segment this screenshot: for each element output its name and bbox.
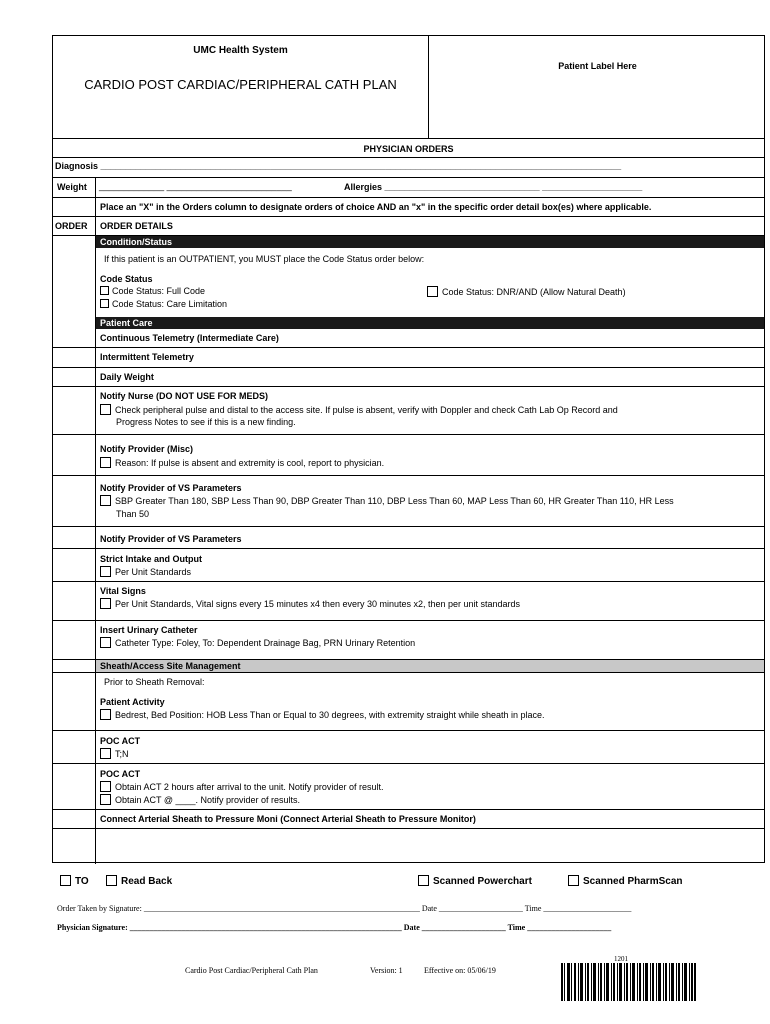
checkbox[interactable] — [100, 781, 111, 792]
connect-sheath: Connect Arterial Sheath to Pressure Moni (Connect Arterial Sheath to Pressure Monitor) — [100, 814, 476, 824]
physician-signature[interactable]: Physician Signature: ____________________________________________________________________ Date _____________________ Time _____________________ — [57, 923, 612, 932]
checkbox[interactable] — [60, 875, 71, 886]
notify-nurse-title: Notify Nurse (DO NOT USE FOR MEDS) — [100, 391, 269, 401]
vs-params-title-2: Notify Provider of VS Parameters — [100, 534, 242, 544]
barcode-number: 1201 — [614, 955, 628, 963]
continuous-telemetry: Continuous Telemetry (Intermediate Care) — [100, 333, 279, 343]
order-form — [52, 35, 765, 863]
org-name: UMC Health System — [193, 45, 288, 56]
code-full-option[interactable]: Code Status: Full Code — [100, 286, 205, 296]
poc-act2-option-1[interactable]: Obtain ACT 2 hours after arrival to the unit. Notify provider of result. — [100, 781, 383, 792]
vital-signs-title: Vital Signs — [100, 586, 146, 596]
checkbox[interactable] — [427, 286, 438, 297]
plan-title: CARDIO POST CARDIAC/PERIPHERAL CATH PLAN — [84, 77, 397, 92]
scanned-pharmscan-option[interactable]: Scanned PharmScan — [568, 875, 682, 887]
physician-orders-heading: PHYSICIAN ORDERS — [363, 144, 454, 154]
checkbox[interactable] — [106, 875, 117, 886]
section-condition: Condition/Status — [96, 236, 764, 248]
scanned-powerchart-option[interactable]: Scanned Powerchart — [418, 875, 532, 887]
urinary-option[interactable]: Catheter Type: Foley, To: Dependent Drainage Bag, PRN Urinary Retention — [100, 637, 415, 648]
instruction-text: Place an "X" in the Orders column to designate orders of choice AND an "x" in the specific order detail box(es) where applicable. — [100, 202, 652, 212]
vital-signs-option[interactable]: Per Unit Standards, Vital signs every 15 minutes x4 then every 30 minutes x2, then per unit standards — [100, 598, 520, 609]
read-back-option[interactable]: Read Back — [106, 875, 172, 887]
details-column-header: ORDER DETAILS — [100, 221, 173, 231]
vs-params-line2: Than 50 — [116, 509, 150, 519]
checkbox[interactable] — [568, 875, 579, 886]
checkbox[interactable] — [418, 875, 429, 886]
weight-label: Weight — [57, 182, 87, 192]
prior-sheath-note: Prior to Sheath Removal: — [104, 677, 205, 687]
header-divider — [428, 36, 429, 138]
strict-io-title: Strict Intake and Output — [100, 554, 203, 564]
diagnosis-field[interactable]: Diagnosis ________________________________________________________________________________________________________ — [55, 161, 622, 171]
vs-params-option[interactable]: SBP Greater Than 180, SBP Less Than 90, DBP Greater Than 110, DBP Less Than 60, MAP Less Than 60, HR Greater Than 110, HR Less — [100, 495, 674, 506]
order-column-divider — [95, 177, 96, 864]
outpatient-note: If this patient is an OUTPATIENT, you MUST place the Code Status order below: — [104, 254, 425, 264]
activity-title: Patient Activity — [100, 697, 165, 707]
poc-act-option[interactable]: T;N — [100, 748, 129, 759]
code-dnr-option[interactable]: Code Status: DNR/AND (Allow Natural Death) — [427, 286, 626, 297]
notify-provider-title: Notify Provider (Misc) — [100, 444, 194, 454]
strict-io-option[interactable]: Per Unit Standards — [100, 566, 191, 577]
activity-option[interactable]: Bedrest, Bed Position: HOB Less Than or Equal to 30 degrees, with extremity straight while sheath in place. — [100, 709, 545, 720]
effective-footer: Effective on: 05/06/19 — [424, 966, 496, 975]
notify-nurse-line2: Progress Notes to see if this is a new finding. — [116, 417, 296, 427]
version-footer: Version: 1 — [370, 966, 403, 975]
allergies-field[interactable]: Allergies _______________________________ ____________________ — [344, 182, 643, 192]
intermittent-telemetry: Intermittent Telemetry — [100, 352, 194, 362]
checkbox[interactable] — [100, 404, 111, 415]
notify-provider-option[interactable]: Reason: If pulse is absent and extremity is cool, report to physician. — [100, 457, 384, 468]
order-column-header: ORDER — [55, 221, 88, 231]
plan-name-footer: Cardio Post Cardiac/Peripheral Cath Plan — [185, 966, 318, 975]
urinary-title: Insert Urinary Catheter — [100, 625, 198, 635]
checkbox[interactable] — [100, 709, 111, 720]
checkbox[interactable] — [100, 794, 111, 805]
vs-params-title: Notify Provider of VS Parameters — [100, 483, 242, 493]
checkbox[interactable] — [100, 598, 111, 609]
barcode — [561, 963, 696, 1001]
checkbox[interactable] — [100, 457, 111, 468]
checkbox[interactable] — [100, 495, 111, 506]
poc-act2-title: POC ACT — [100, 769, 141, 779]
weight-field[interactable]: _____________ _________________________ — [99, 181, 292, 191]
to-option[interactable]: TO — [60, 875, 89, 887]
patient-label: Patient Label Here — [558, 61, 637, 71]
checkbox[interactable] — [100, 566, 111, 577]
section-sheath: Sheath/Access Site Management — [96, 660, 764, 672]
checkbox[interactable] — [100, 286, 109, 295]
checkbox[interactable] — [100, 637, 111, 648]
section-patient-care: Patient Care — [96, 317, 764, 329]
code-status-title: Code Status — [100, 274, 153, 284]
checkbox[interactable] — [100, 748, 111, 759]
poc-act-title: POC ACT — [100, 736, 141, 746]
poc-act2-option-2[interactable]: Obtain ACT @ ____. Notify provider of results. — [100, 794, 300, 805]
notify-nurse-option[interactable]: Check peripheral pulse and distal to the access site. If pulse is absent, verify with Doppler and check Cath Lab Op Record and — [100, 404, 618, 415]
order-taken-signature[interactable]: Order Taken by Signature: _____________________________________________________________________ Date _____________________ Time ______________________ — [57, 904, 632, 913]
daily-weight: Daily Weight — [100, 372, 154, 382]
code-limit-option[interactable]: Code Status: Care Limitation — [100, 299, 227, 309]
checkbox[interactable] — [100, 299, 109, 308]
